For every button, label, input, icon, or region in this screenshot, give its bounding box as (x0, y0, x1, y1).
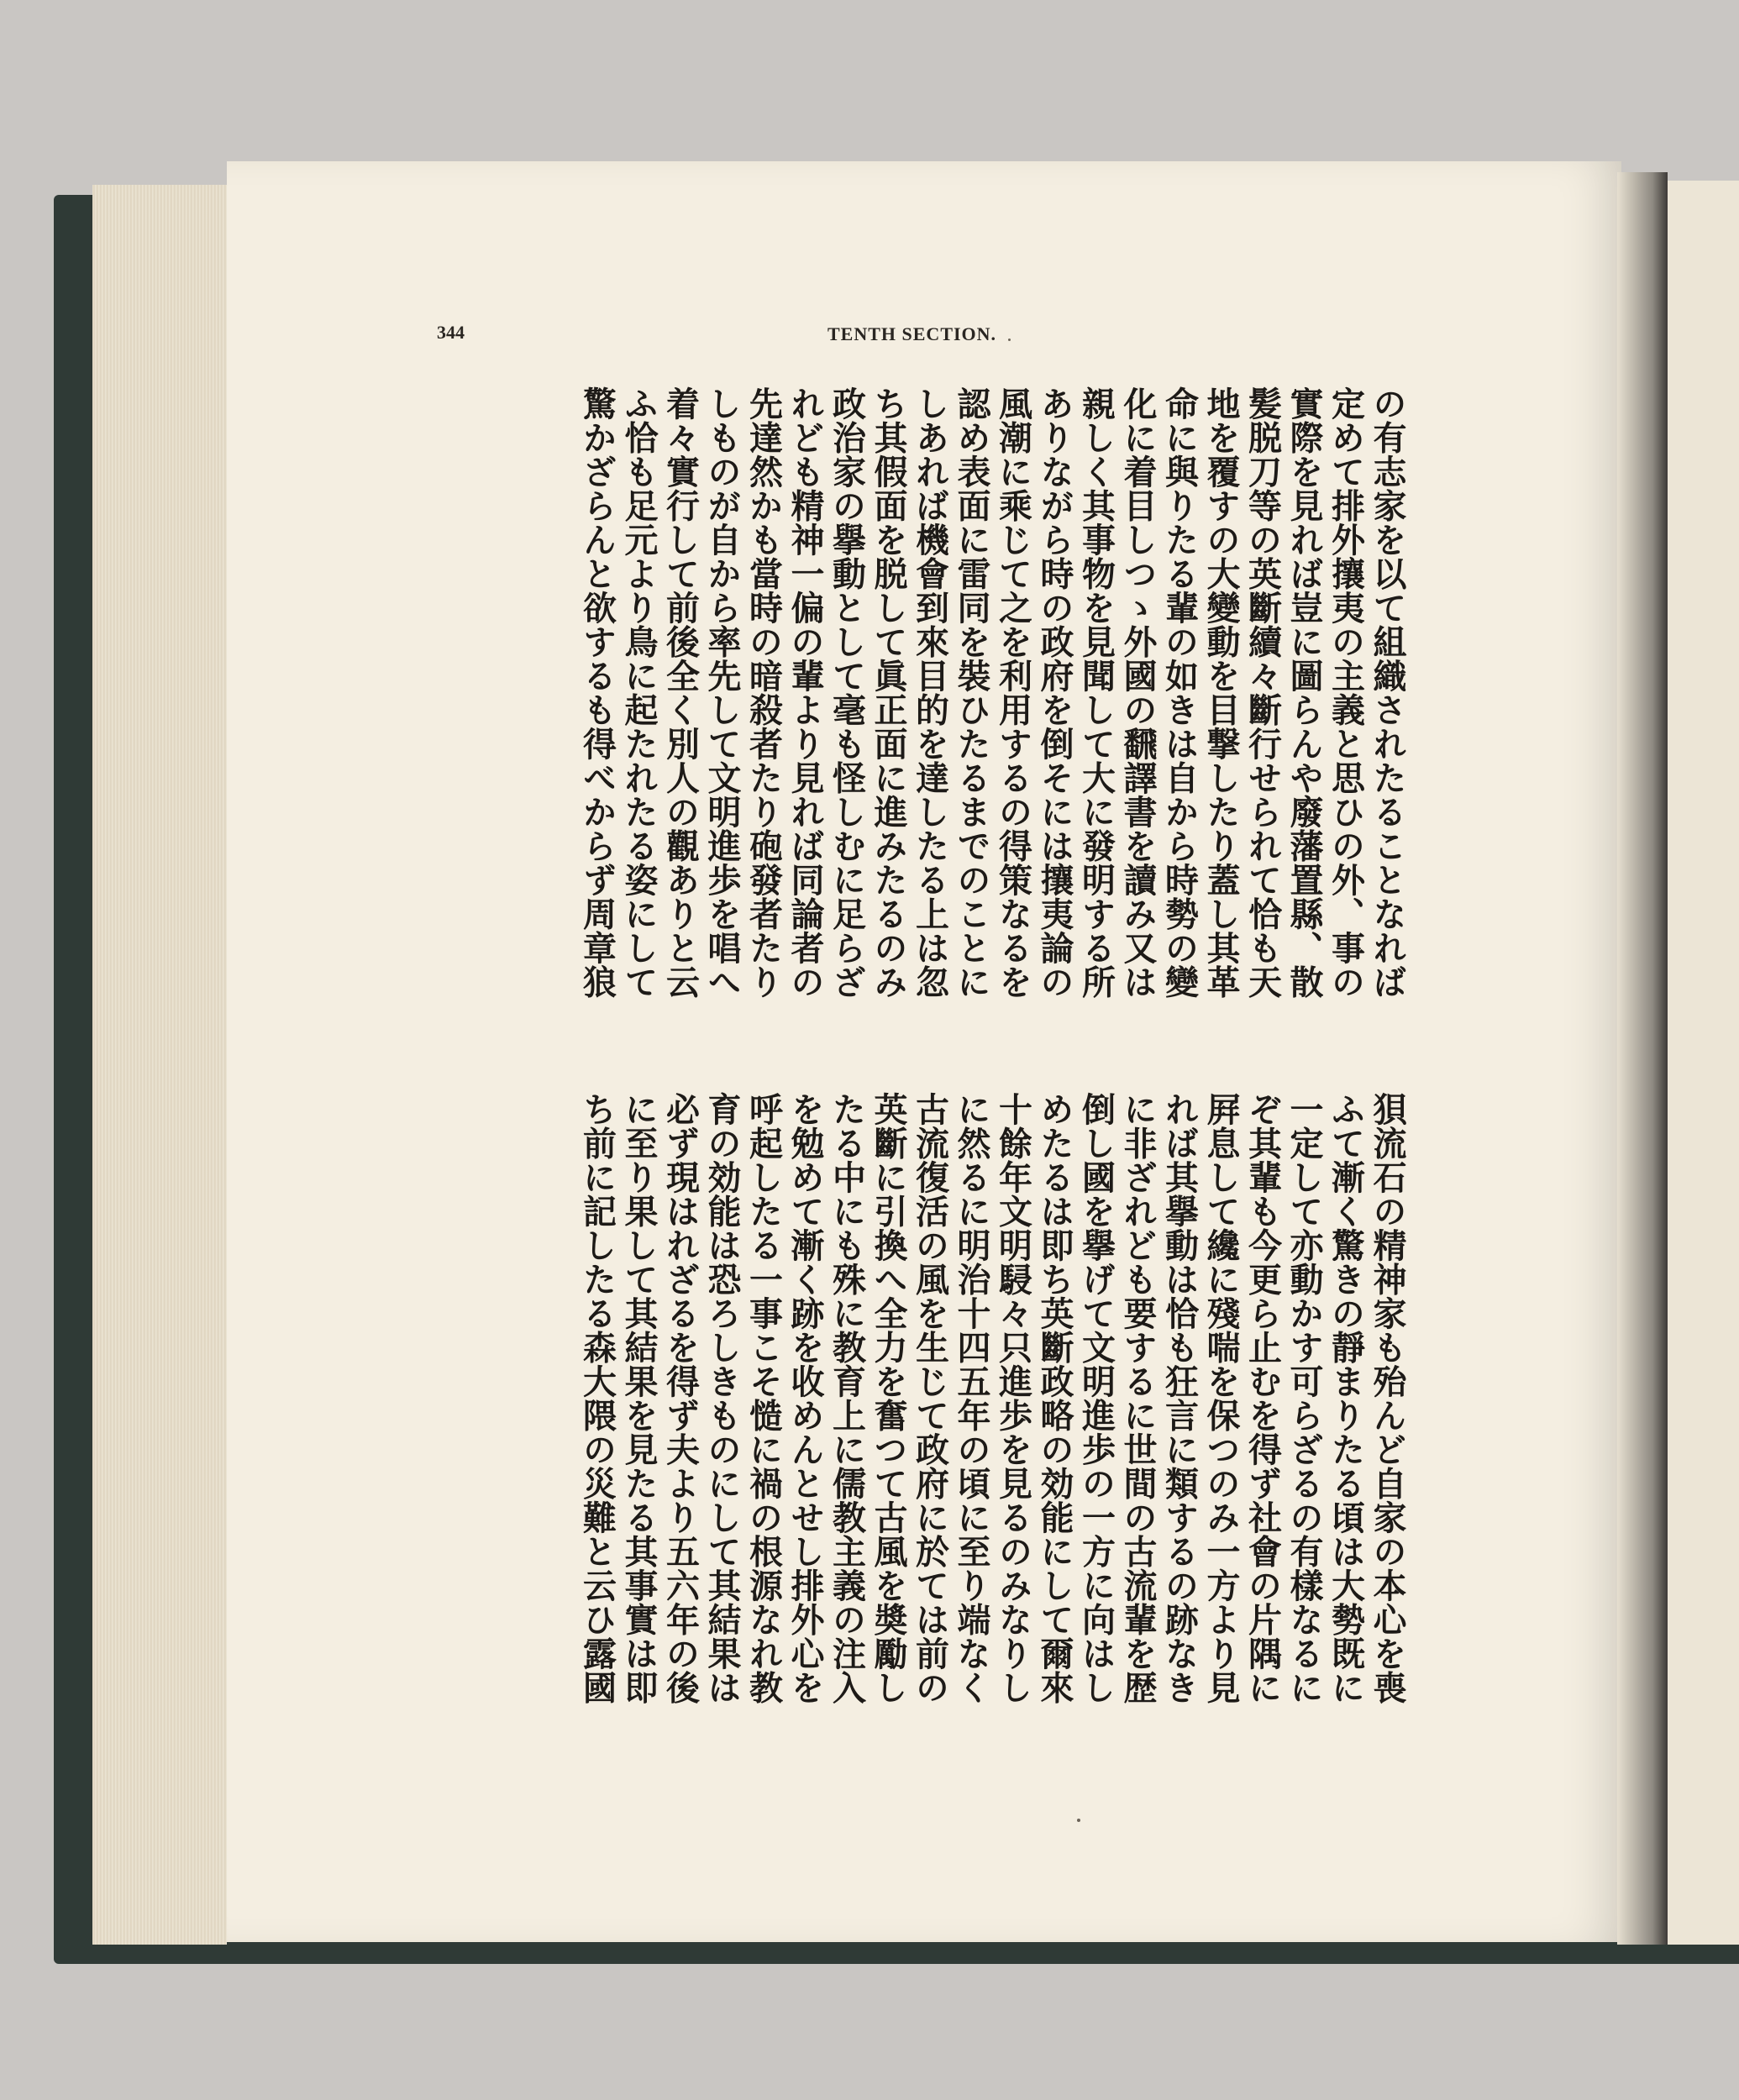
text-column: 必ず現はれざるを得ず夫より五六年の後 (660, 1092, 700, 1704)
text-column: ふて漸く驚きの靜まりたる頃は大勢既に (1326, 1092, 1365, 1704)
text-column: 風潮に乘じて之を利用するの得策なるを (993, 386, 1032, 999)
text-column: に至り果して其結果を見たる其事實は即 (619, 1092, 658, 1704)
paper-speck (1077, 1819, 1080, 1822)
text-column: 實際を見れば豈に圖らんや廢藩置縣、散 (1285, 386, 1323, 999)
page-edges (92, 185, 227, 1945)
text-column: れば其擧動は恰も狂言に類するの跡なき (1159, 1092, 1199, 1704)
text-column: 育の効能は恐ろしきものにして其結果は (702, 1092, 741, 1704)
text-column: たる中にも殊に教育上に儒教主義の注入 (827, 1092, 866, 1704)
text-column: 狽流石の精神家も殆んど自家の本心を喪 (1368, 1092, 1406, 1704)
text-column: 政治家の擧動として毫も怪しむに足らざ (827, 386, 866, 999)
text-column: 先達然かも當時の暗殺者たり砲發者たり (743, 386, 783, 999)
text-column: 命に與りたる輩の如きは自から時勢の變 (1159, 386, 1199, 999)
text-column: ぞ其輩も今更ら止むを得ず社會の片隅に (1243, 1092, 1282, 1704)
text-column: 着々實行して前後全く別人の觀ありと云 (660, 386, 700, 999)
paper-speck (1008, 339, 1011, 341)
text-column: 認め表面に雷同を裝ひたるまでのことに (952, 386, 990, 999)
upper-text-block (449, 386, 1407, 1050)
text-column: 化に着目しつゝ外國の飜譯書を讀み又は (1118, 386, 1157, 999)
page-number: 344 (437, 322, 465, 343)
text-column: ち其假面を脱して眞正面に進みたるのみ (869, 386, 907, 999)
running-title: TENTH SECTION. (827, 323, 997, 344)
book-gutter (1617, 172, 1668, 1945)
text-column: ふ恰も足元より鳥に起たれたる姿にして (619, 386, 658, 999)
text-column: しものが自から率先して文明進歩を唱へ (702, 386, 741, 999)
text-column: 英斷に引換へ全力を奮つて古風を奬勵し (869, 1092, 907, 1704)
text-column: めたるは即ち英斷政略の効能にして爾來 (1035, 1092, 1074, 1704)
text-column: 地を覆すの大變動を目撃したり蓋し其革 (1201, 386, 1240, 999)
text-column: 驚かざらんと欲するも得べからず周章狼 (577, 386, 617, 999)
text-column: ち前に記したる森大隈の災難と云ひ露國 (577, 1092, 617, 1704)
text-column: 倒し國を擧げて文明進歩の一方に向はし (1076, 1092, 1116, 1704)
text-column: 定めて排外攘夷の主義と思ひの外、事の (1326, 386, 1365, 999)
text-column: しあれば機會到來目的を達したる上は忽 (910, 386, 949, 999)
text-column: に然るに明治十四五年の頃に至り端なく (952, 1092, 990, 1704)
text-column: 呼起したる一事こそ慥に禍の根源なれ教 (743, 1092, 783, 1704)
text-column: ありながら時の政府を倒そには攘夷論の (1035, 386, 1074, 999)
text-column: 髪脱刀等の英斷續々斷行せられて恰も天 (1243, 386, 1282, 999)
text-column: を勉めて漸く跡を收めんとせし排外心を (785, 1092, 824, 1704)
text-column: 一定して亦動かす可らざるの有樣なるに (1285, 1092, 1323, 1704)
text-column: 十餘年文明駸々只進歩を見るのみなりし (993, 1092, 1032, 1704)
text-column: 屛息して纔に殘喘を保つのみ一方より見 (1201, 1092, 1240, 1704)
text-column: に非ざれども要するに世間の古流輩を歴 (1118, 1092, 1157, 1704)
lower-text-block (449, 1092, 1407, 1814)
text-column: れども精神一偏の輩より見れば同論者の (785, 386, 824, 999)
text-column: の有志家を以て組織されたることなれば (1368, 386, 1406, 999)
text-column: 親しく其事物を見聞して大に發明する所 (1076, 386, 1116, 999)
facing-page-edge (1668, 181, 1739, 1945)
text-column: 古流復活の風を生じて政府に於ては前の (910, 1092, 949, 1704)
